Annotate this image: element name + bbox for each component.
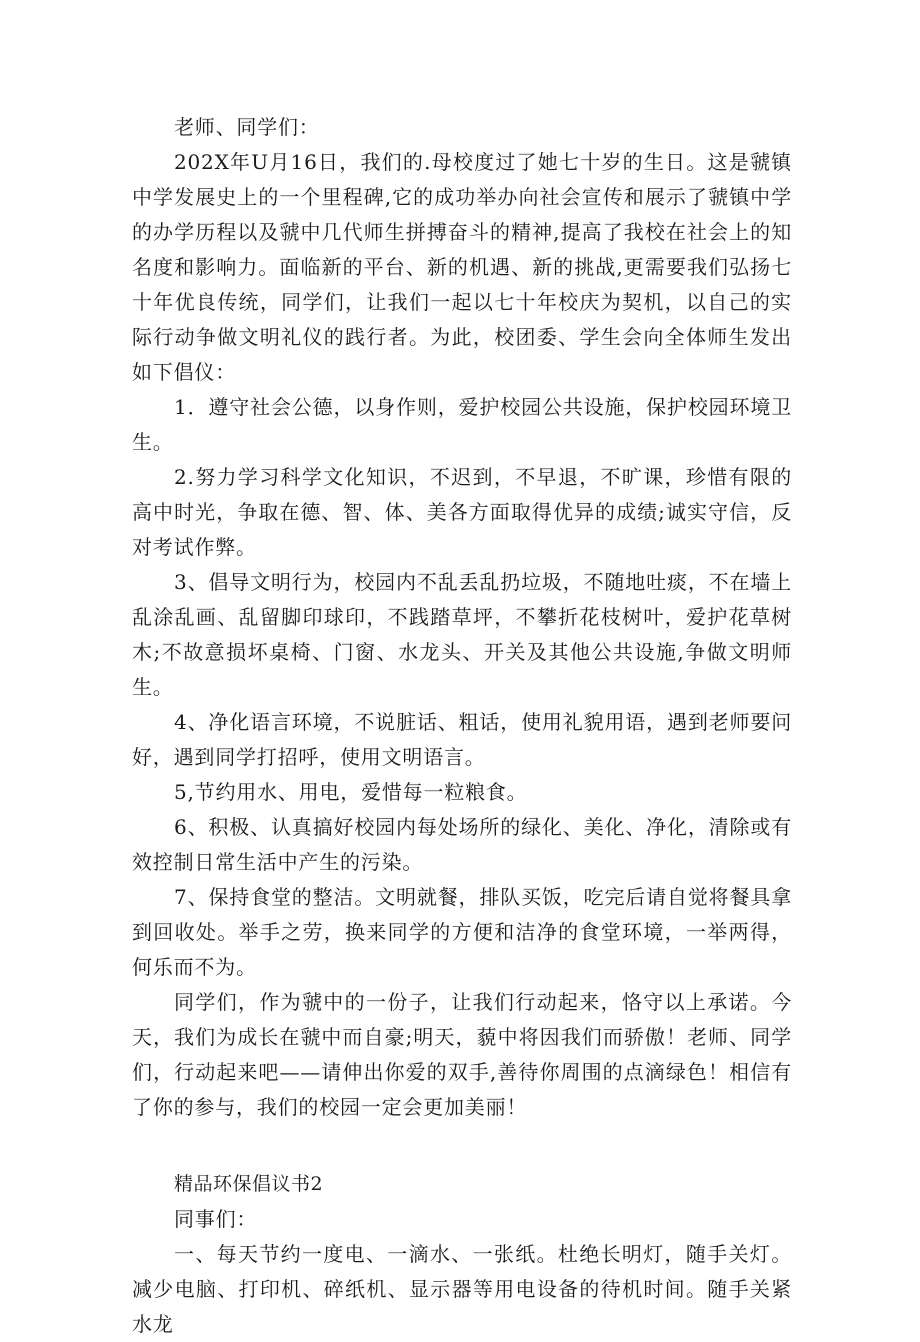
proposal-item-5: 5,节约用水、用电，爱惜每一粒粮食。 — [174, 780, 528, 804]
proposal-item-3: 3、倡导文明行为，校园内不乱丢乱扔垃圾，不随地吐痰，不在墙上乱涂乱画、乱留脚印球印，不践踏草坪，不攀折花枝树叶，爱护花草树木;不故意损坏桌椅、门窗、水龙头、开关及其他公共设施,争做文明师生。 — [132, 570, 792, 699]
section-2-title: 精品环保倡议书2 — [174, 1173, 324, 1195]
section-2-item-1: 一、每天节约一度电、一滴水、一张纸。杜绝长明灯，随手关灯。减少电脑、打印机、碎纸机、显示器等用电设备的待机时间。随手关紧水龙 — [132, 1242, 792, 1336]
salutation: 老师、同学们： — [174, 115, 320, 139]
proposal-item-1: 1．遵守社会公德，以身作则，爱护校园公共设施，保护校园环境卫生。 — [132, 395, 792, 454]
document-body — [132, 110, 792, 1342]
intro-paragraph: 202X年U月16日，我们的.母校度过了她七十岁的生日。这是虢镇中学发展史上的一个里程碑,它的成功举办向社会宣传和展示了虢镇中学的办学历程以及虢中几代师生拼搏奋斗的精神,提高了我校在社会上的知名度和影响力。面临新的平台、新的机遇、新的挑战,更需要我们弘扬七十年优良传统，同学们，让我们一起以七十年校庆为契机，以自己的实际行动争做文明礼仪的践行者。为此，校团委、学生会向全体师生发出如下倡仪： — [132, 150, 792, 384]
proposal-item-7: 7、保持食堂的整洁。文明就餐，排队买饭，吃完后请自觉将餐具拿到回收处。举手之劳，换来同学的方便和洁净的食堂环境，一举两得，何乐而不为。 — [132, 885, 792, 979]
proposal-item-2: 2.努力学习科学文化知识，不迟到，不早退，不旷课，珍惜有限的高中时光，争取在德、智、体、美各方面取得优异的成绩;诚实守信，反对考试作弊。 — [132, 465, 792, 559]
proposal-item-6: 6、积极、认真搞好校园内每处场所的绿化、美化、净化，清除或有效控制日常生活中产生的污染。 — [132, 815, 792, 874]
proposal-item-4: 4、净化语言环境，不说脏话、粗话，使用礼貌用语，遇到老师要问好，遇到同学打招呼，使用文明语言。 — [132, 710, 792, 769]
section-2-salutation: 同事们： — [174, 1207, 258, 1231]
closing-paragraph: 同学们，作为虢中的一份子，让我们行动起来，恪守以上承诺。今天，我们为成长在虢中而自豪;明天，藐中将因我们而骄傲！老师、同学们，行动起来吧——请伸出你爱的双手,善待你周围的点滴绿色！相信有了你的参与，我们的校园一定会更加美丽！ — [132, 990, 792, 1119]
